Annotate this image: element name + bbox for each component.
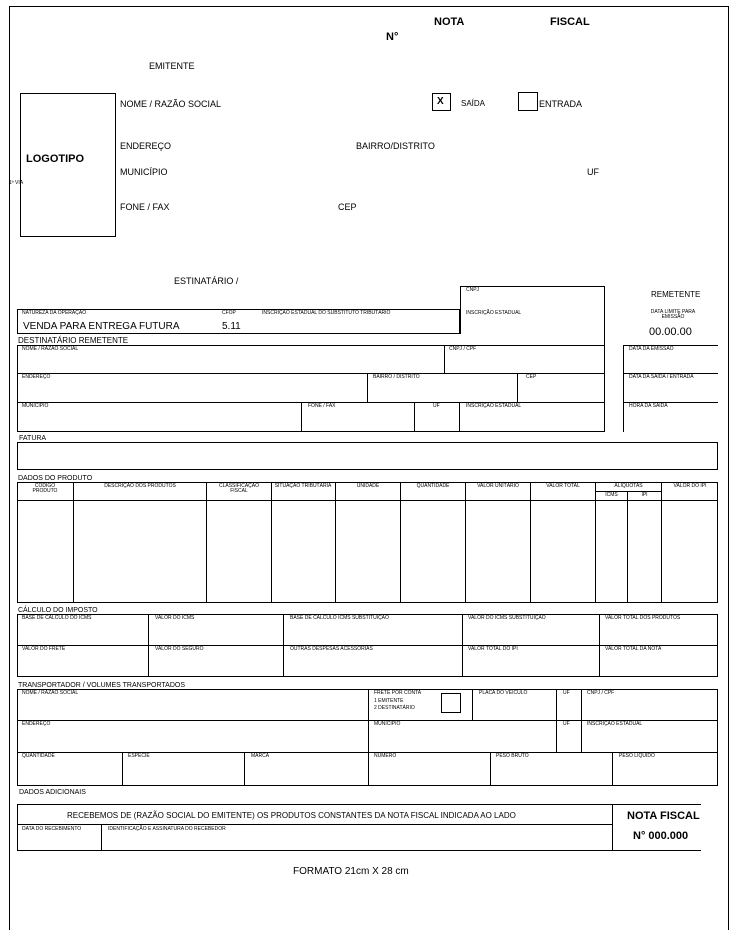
- trans-municipio-label: MUNICÍPIO: [374, 721, 401, 727]
- trans-uf-label: UF: [563, 690, 570, 696]
- base-sub-label: BASE DE CÁLCULO ICMS SUBSTITUIÇÃO: [290, 615, 389, 621]
- imposto-title: CÁLCULO DO IMPOSTO: [18, 607, 98, 614]
- trans-inscricao-label: INSCRIÇÃO ESTADUAL: [587, 721, 643, 727]
- peso-bruto-label: PESO BRUTO: [496, 753, 529, 759]
- col-descricao: DESCRIÇÃO DOS PRODUTOS: [104, 483, 176, 489]
- natureza-value[interactable]: VENDA PARA ENTREGA FUTURA: [23, 321, 180, 332]
- total-nota-label: VALOR TOTAL DA NOTA: [605, 646, 662, 652]
- col-codigo: CÓDIGO PRODUTO: [32, 483, 58, 494]
- logotipo: LOGOTIPO: [26, 153, 85, 165]
- destinatario-label: ESTINATÁRIO /: [174, 276, 239, 286]
- data-emissao-label: DATA DA EMISSÃO: [629, 346, 674, 352]
- col-aliquotas: ALÍQUOTAS: [614, 483, 643, 489]
- outras-label: OUTRAS DESPESAS ACESSÓRIAS: [290, 646, 373, 652]
- total-produtos-label: VALOR TOTAL DOS PRODUTOS: [605, 615, 681, 621]
- numero-label: NÚMERO: [374, 753, 397, 759]
- trans-endereco-label: ENDEREÇO: [22, 721, 51, 727]
- col-valor-total: VALOR TOTAL: [546, 483, 580, 489]
- frete-destinatario: 2 DESTINATÁRIO: [374, 705, 415, 711]
- cnpj-right-line: [604, 286, 605, 345]
- adicionais-title: DADOS ADICIONAIS: [19, 789, 86, 796]
- col-quantidade: QUANTIDADE: [416, 483, 450, 489]
- fone-label: FONE / FAX: [120, 202, 170, 212]
- saida-mark: X: [437, 96, 444, 107]
- frete-label: VALOR DO FRETE: [22, 646, 66, 652]
- remetente-label: REMETENTE: [651, 290, 701, 299]
- valor-sub-label: VALOR DO ICMS SUBSTITUIÇÃO: [468, 615, 546, 621]
- title-fiscal: FISCAL: [550, 16, 590, 28]
- dest-cnpj-label: CNPJ / CPF: [449, 346, 477, 352]
- col-ipi: IPI: [641, 492, 648, 498]
- dest-inscricao-label: INSCRIÇÃO ESTADUAL: [466, 403, 522, 409]
- frete-conta-box[interactable]: [441, 693, 461, 713]
- trans-cnpj-label: CNPJ / CPF: [587, 690, 615, 696]
- saida-label: SAÍDA: [461, 99, 486, 108]
- identificacao-label: IDENTIFICAÇÃO E ASSINATURA DO RECEBEDOR: [108, 826, 226, 832]
- peso-liquido-label: PESO LÍQUIDO: [619, 753, 655, 759]
- trans-nome-label: NOME / RAZÃO SOCIAL: [22, 690, 79, 696]
- entrada-label: ENTRADA: [539, 99, 583, 109]
- inscricao-sub-label: INSCRIÇÃO ESTADUAL DO SUBSTITUTO TRIBUTÁRIO: [262, 310, 391, 316]
- dest-uf-label: UF: [433, 403, 440, 409]
- total-ipi-label: VALOR TOTAL DO IPI: [468, 646, 518, 652]
- title-nota: NOTA: [434, 16, 465, 28]
- canhoto-numero: N° 000.000: [633, 830, 689, 842]
- col-situacao: SITUAÇÃO TRIBUTÁRIA: [274, 483, 332, 489]
- col-valor-unitario: VALOR UNITÁRIO: [477, 483, 519, 489]
- fatura-box: [17, 442, 718, 470]
- transportador-title: TRANSPORTADOR / VOLUMES TRANSPORTADOS: [18, 682, 185, 689]
- canhoto-nota-fiscal: NOTA FISCAL: [627, 810, 700, 822]
- dest-municipio-label: MUNICÍPIO: [22, 403, 49, 409]
- dest-endereco-label: ENDEREÇO: [22, 374, 51, 380]
- inscricao-label: INSCRIÇÃO ESTADUAL: [466, 310, 522, 316]
- natureza-label: NATUREZA DA OPERAÇÃO: [22, 310, 87, 316]
- col-unidade: UNIDADE: [356, 483, 380, 489]
- endereco-label: ENDEREÇO: [120, 141, 172, 151]
- frete-conta-label: FRETE POR CONTA: [374, 690, 422, 696]
- hora-saida-label: HORA DA SAÍDA: [629, 403, 668, 409]
- cnpj-left-line: [460, 286, 461, 334]
- col-classificacao: CLASSIFICAÇÃO FISCAL: [218, 483, 259, 494]
- data-limite-value[interactable]: 00.00.00: [649, 326, 692, 338]
- col-valor-ipi: VALOR DO IPI: [673, 483, 707, 489]
- cnpj-top-line: [460, 286, 605, 287]
- municipio-label: MUNICÍPIO: [120, 167, 168, 177]
- cep-label: CEP: [338, 202, 357, 212]
- placa-label: PLACA DO VEÍCULO: [479, 690, 528, 696]
- formato-label: FORMATO 21cm X 28 cm: [293, 866, 409, 877]
- data-limite-label: DATA LIMITE PARA EMISSÃO: [650, 309, 696, 320]
- cfop-label: CFOP: [222, 310, 236, 316]
- dest-cep-label: CEP: [526, 374, 537, 380]
- produto-title: DADOS DO PRODUTO: [18, 475, 93, 482]
- recebemos-text: RECEBEMOS DE (RAZÃO SOCIAL DO EMITENTE) OS PRODUTOS CONSTANTES DA NOTA FISCAL INDICADA AO LADO: [67, 811, 516, 820]
- data-recebimento-label: DATA DO RECEBIMENTO: [22, 826, 82, 832]
- nome-label: NOME / RAZÃO SOCIAL: [120, 99, 222, 109]
- seguro-label: VALOR DO SEGURO: [155, 646, 204, 652]
- uf-label: UF: [587, 167, 599, 177]
- valor-icms-label: VALOR DO ICMS: [155, 615, 195, 621]
- nota-number-label: N°: [386, 31, 399, 43]
- cfop-value[interactable]: 5.11: [222, 321, 241, 332]
- trans-uf2-label: UF: [563, 721, 570, 727]
- frete-emitente: 1 EMITENTE: [374, 698, 404, 704]
- base-icms-label: BASE DE CÁLCULO DO ICMS: [22, 615, 92, 621]
- col-icms: ICMS: [605, 492, 618, 498]
- quantidade-label: QUANTIDADE: [22, 753, 55, 759]
- entrada-checkbox[interactable]: [518, 92, 538, 111]
- especie-label: ESPÉCIE: [128, 753, 150, 759]
- via-label: 1ª VIA: [9, 180, 24, 186]
- fatura-title: FATURA: [19, 435, 47, 442]
- dest-bairro-label: BAIRRO / DISTRITO: [373, 374, 420, 380]
- cnpj-label: CNPJ: [466, 287, 480, 293]
- dest-nome-label: NOME / RAZÃO SOCIAL: [22, 346, 79, 352]
- emitente-label: EMITENTE: [149, 61, 195, 71]
- marca-label: MARCA: [251, 753, 270, 759]
- logo-box: [20, 93, 116, 237]
- destinatario-title: DESTINATÁRIO REMETENTE: [18, 336, 129, 345]
- data-saida-label: DATA DA SAÍDA / ENTRADA: [629, 374, 694, 380]
- dest-fone-label: FONE / FAX: [308, 403, 336, 409]
- bairro-label: BAIRRO/DISTRITO: [356, 141, 435, 151]
